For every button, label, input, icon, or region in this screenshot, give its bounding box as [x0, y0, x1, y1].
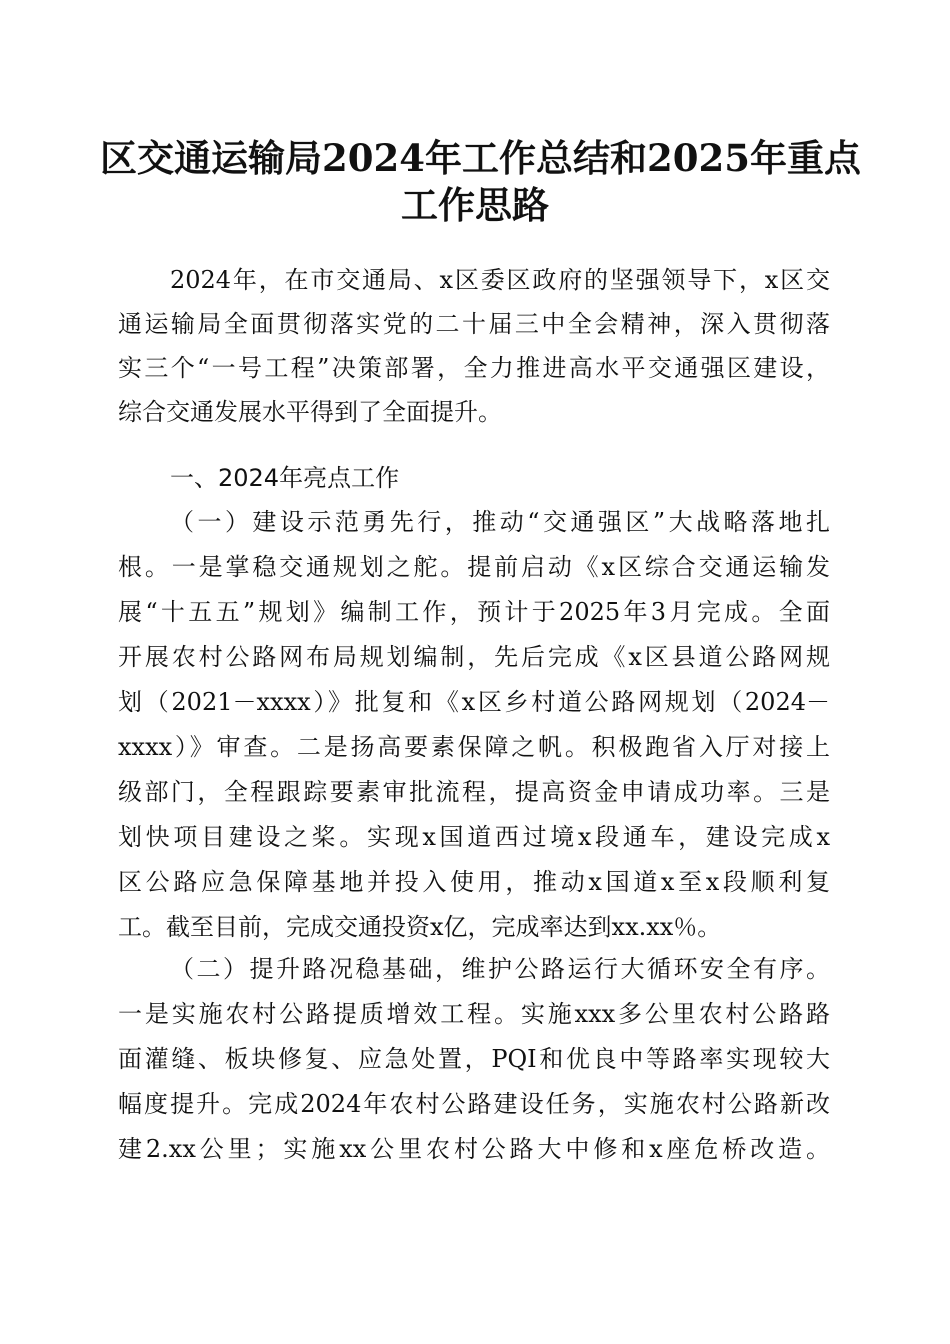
paragraph-line: 工。截至目前，完成交通投资x亿，完成率达到xx.xx％。: [118, 913, 722, 941]
paragraph-line: 建2.xx公里；实施xx公里农村公路大中修和x座危桥改造。: [118, 1135, 830, 1163]
paragraph-line: xxxx）》审查。二是扬高要素保障之帆。积极跑省入厅对接上: [118, 733, 830, 761]
paragraph-line: 展“十五五”规划》编制工作，预计于2025年3月完成。全面: [118, 598, 830, 626]
paragraph-line: 幅度提升。完成2024年农村公路建设任务，实施农村公路新改: [118, 1090, 830, 1118]
section-heading: 一、2024年亮点工作: [170, 464, 400, 492]
paragraph-line: 根。一是掌稳交通规划之舵。提前启动《x区综合交通运输发: [118, 553, 830, 581]
paragraph-line: 开展农村公路网布局规划编制，先后完成《x区县道公路网规: [118, 643, 830, 671]
paragraph-line: 划快项目建设之桨。实现x国道西过境x段通车，建设完成x: [118, 823, 830, 851]
paragraph-line: 划（2021－xxxx）》批复和《x区乡村道公路网规划（2024－: [118, 688, 830, 716]
paragraph-line: 级部门，全程跟踪要素审批流程，提高资金申请成功率。三是: [118, 778, 830, 806]
paragraph-line: （二）提升路况稳基础，维护公路运行大循环安全有序。: [170, 955, 830, 983]
intro-line: 通运输局全面贯彻落实党的二十届三中全会精神，深入贯彻落: [118, 310, 830, 338]
paragraph-line: 区公路应急保障基地并投入使用，推动x国道x至x段顺利复: [118, 868, 830, 896]
paragraph-line: 一是实施农村公路提质增效工程。实施xxx多公里农村公路路: [118, 1000, 830, 1028]
document-title-line-2: 工作思路: [401, 183, 549, 227]
paragraph-line: （一）建设示范勇先行，推动“交通强区”大战略落地扎: [170, 508, 830, 536]
intro-line: 2024年，在市交通局、x区委区政府的坚强领导下，x区交: [170, 266, 830, 294]
document-title-line-1: 区交通运输局2024年工作总结和2025年重点: [100, 136, 861, 180]
paragraph-line: 面灌缝、板块修复、应急处置，PQI和优良中等路率实现较大: [118, 1045, 830, 1073]
intro-line: 实三个“一号工程”决策部署，全力推进高水平交通强区建设，: [118, 354, 830, 382]
intro-line: 综合交通发展水平得到了全面提升。: [118, 398, 502, 426]
